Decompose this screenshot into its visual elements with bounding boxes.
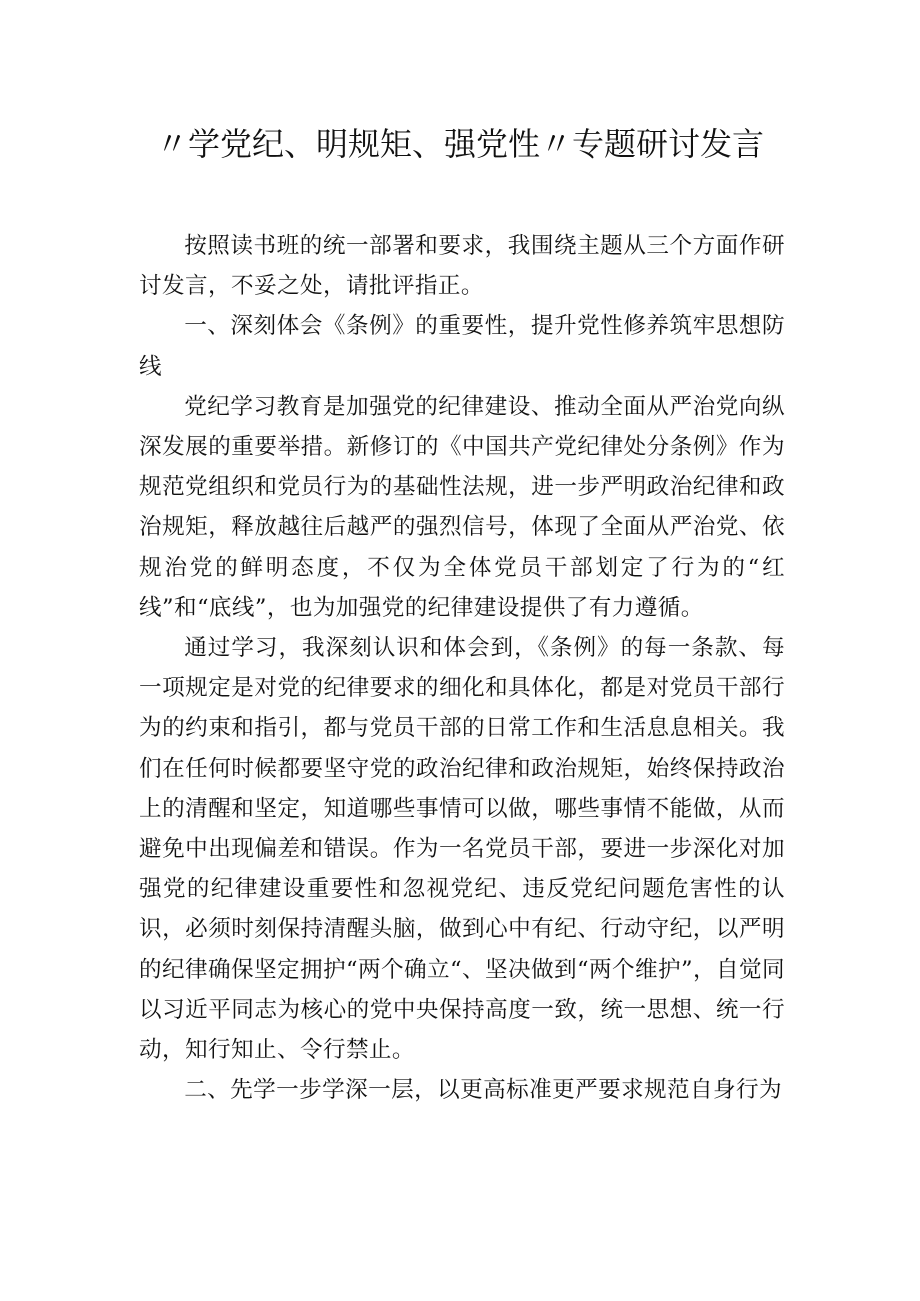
- section-heading-1: 一、深刻体会《条例》的重要性，提升党性修养筑牢思想防线: [139, 313, 785, 380]
- body-paragraph: 党纪学习教育是加强党的纪律建设、推动全面从严治党向纵深发展的重要举措。新修订的《中国共产党纪律处分条例》作为规范党组织和党员行为的基础性法规，进一步严明政治纪律和政治规矩，释放越往后越严的强烈信号，体现了全面从严治党、依规治党的鲜明态度，不仅为全体党员干部划定了行为的“红线”和“底线”，也为加强党的纪律建设提供了有力遵循。: [139, 393, 785, 621]
- document-title: 〃学党纪、明规矩、强党性〃专题研讨发言: [155, 125, 764, 163]
- document-body: [139, 226, 785, 1110]
- body-paragraph: 通过学习，我深刻认识和体会到，《条例》的每一条款、每一项规定是对党的纪律要求的细化和具体化，都是对党员干部行为的约束和指引，都与党员干部的日常工作和生活息息相关。我们在任何时候都要坚守党的政治纪律和政治规矩，始终保持政治上的清醒和坚定，知道哪些事情可以做，哪些事情不能做，从而避免中出现偏差和错误。作为一名党员干部，要进一步深化对加强党的纪律建设重要性和忽视党纪、违反党纪问题危害性的认识，必须时刻保持清醒头脑，做到心中有纪、行动守纪，以严明的纪律确保坚定拥护“两个确立“、坚决做到“两个维护”，自觉同以习近平同志为核心的党中央保持高度一致，统一思想、统一行动，知行知止、令行禁止。: [139, 635, 785, 1064]
- section-heading-2: 二、先学一步学深一层，以更高标准更严要求规范自身行为: [184, 1077, 783, 1104]
- intro-paragraph: 按照读书班的统一部署和要求，我围绕主题从三个方面作研讨发言，不妥之处，请批评指正。: [139, 233, 785, 300]
